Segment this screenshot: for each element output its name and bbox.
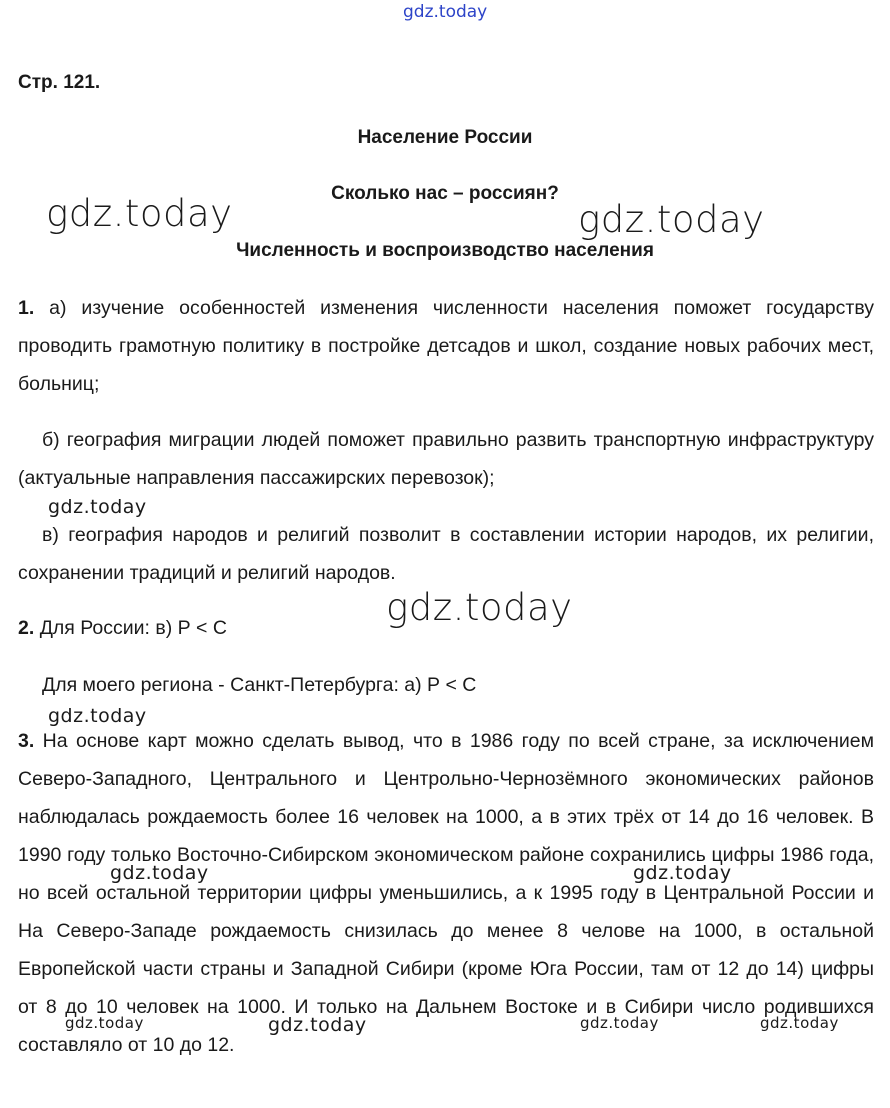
answer-2-number: 2. <box>18 617 35 639</box>
watermark-small: gdz.today <box>65 1014 144 1032</box>
answer-1c-text: в) география народов и религий позволит в составлении истории народов, их религии, сохранении традиций и религий народов. <box>18 524 874 584</box>
page-label: Стр. 121. <box>18 72 101 93</box>
answer-2-russia <box>18 617 227 640</box>
watermark-medium: gdz.today <box>110 862 209 884</box>
watermark-medium: gdz.today <box>48 496 147 518</box>
answer-1a-text: а) изучение особенностей изменения численности населения поможет государству проводить грамотную политику в постройке детсадов и школ, создание новых рабочих мест, больниц; <box>18 297 874 395</box>
watermark-large: gdz.today <box>46 192 233 235</box>
answer-2-region: Для моего региона - Санкт-Петербурга: а) Р < С <box>42 674 477 696</box>
watermark-small: gdz.today <box>760 1014 839 1032</box>
topic-heading: Сколько нас – россиян? <box>331 183 559 204</box>
watermark-medium: gdz.today <box>633 862 732 884</box>
answer-2-russia-text: Для России: в) Р < С <box>39 617 227 639</box>
answer-3 <box>18 722 874 1064</box>
watermark-small: gdz.today <box>580 1014 659 1032</box>
answer-1-number: 1. <box>18 297 35 319</box>
section-heading: Население России <box>357 127 533 148</box>
subtopic-heading: Численность и воспроизводство населения <box>236 240 654 261</box>
watermark-top: gdz.today <box>403 2 488 22</box>
answer-1a <box>18 289 874 403</box>
watermark-medium: gdz.today <box>268 1014 367 1036</box>
answer-1c <box>18 516 874 592</box>
watermark-large: gdz.today <box>386 586 573 629</box>
answer-3-text: На основе карт можно сделать вывод, что в 1986 году по всей стране, за исключением Северо-Западного, Центрального и Центрольно-Чернозёмного экономических районов наблюдалась рождаемость более 16 человек на 1000, а в этих трёх от 14 до 16 человек. В 1990 году только Восточно-Сибирском экономическом районе сохранились цифры 1986 года, но всей остальной территории цифры уменьшились, а к 1995 году в Центральной России и На Северо-Западе рождаемость снизилась до менее 8 челове на 1000, в остальной Европейской части страны и Западной Сибири (кроме Юга России, там от 12 до 14) цифры от 8 до 10 человек на 1000. И только на Дальнем Востоке и в Сибири число родившихся составляло от 10 до 12. <box>18 730 874 1056</box>
answer-3-number: 3. <box>18 730 35 752</box>
answer-1b <box>18 421 874 497</box>
watermark-large: gdz.today <box>578 198 765 241</box>
watermark-medium: gdz.today <box>48 705 147 727</box>
answer-1b-text: б) география миграции людей поможет правильно развить транспортную инфраструктуру (актуальные направления пассажирских перевозок); <box>18 429 874 489</box>
